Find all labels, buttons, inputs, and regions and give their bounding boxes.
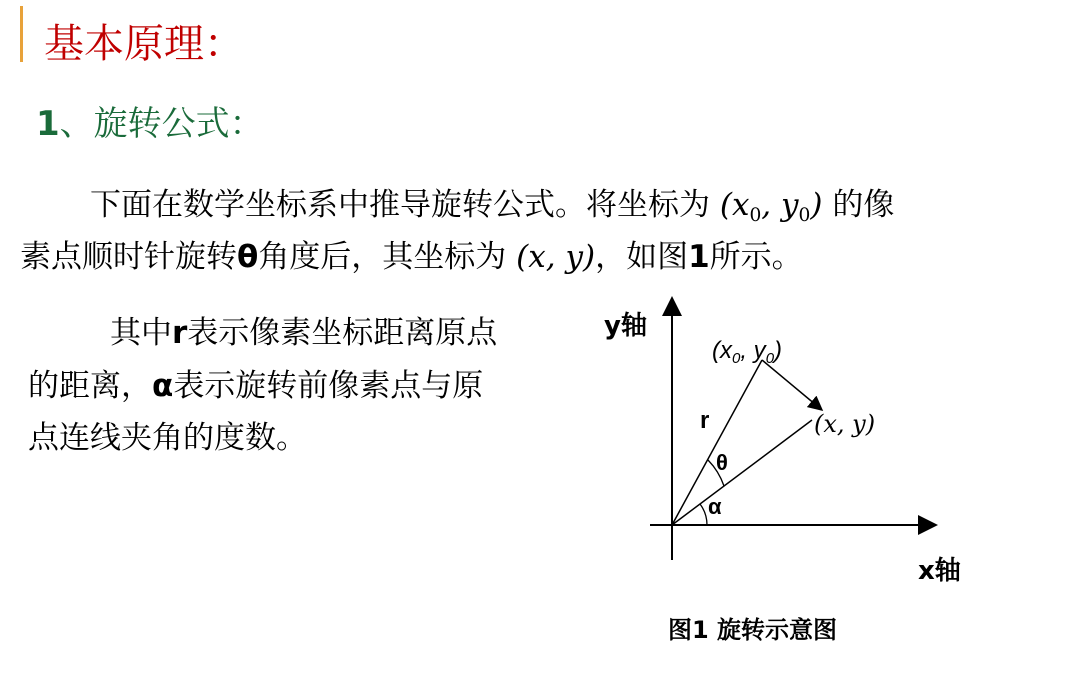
- figure-caption: 图1 旋转示意图: [668, 616, 838, 644]
- rotation-arrow: [762, 360, 822, 410]
- section-heading-text: 、旋转公式：: [59, 104, 264, 144]
- figure-number: 1: [688, 239, 710, 275]
- paragraph2-line1: 其中r表示像素坐标距离原点: [110, 315, 498, 351]
- p1-line1-text: 下面在数学坐标系中推导旋转公式。将坐标为: [90, 187, 710, 223]
- p1-line1-tail: 的像: [822, 187, 895, 223]
- r-label: r: [700, 407, 710, 434]
- p1-rotated-point: (x, y): [516, 239, 596, 275]
- paragraph2-line2: 的距离，α表示旋转前像素点与原: [28, 368, 484, 404]
- y-axis-label: y轴: [604, 311, 647, 341]
- theta-label: θ: [716, 450, 728, 475]
- section-number: 1: [36, 104, 60, 144]
- point-before-label: ($x_0$, $y_0$): [712, 337, 783, 367]
- alpha-label: α: [708, 494, 722, 519]
- page-title: 基本原理：: [44, 21, 244, 67]
- p1-line2-end: 所示。: [709, 239, 803, 275]
- point-after-label: (x, y): [814, 410, 876, 438]
- theta-symbol: θ: [237, 239, 259, 275]
- vector-after: [672, 420, 812, 525]
- p1-line2-text2: 角度后，其坐标为: [258, 239, 517, 275]
- rotation-diagram: [600, 290, 980, 580]
- x-axis-label: x轴: [918, 556, 961, 586]
- paragraph1-line2: [20, 231, 803, 283]
- accent-bar: [20, 6, 23, 62]
- alpha-symbol: α: [152, 368, 174, 404]
- p1-original-point: ($x_0$, $y_0$): [719, 187, 823, 226]
- paragraph2-line3: 点连线夹角的度数。: [28, 420, 307, 456]
- r-symbol: r: [172, 315, 188, 351]
- p1-line2-tail: ，如图: [595, 239, 689, 275]
- alpha-arc: [700, 504, 707, 525]
- section-heading: [36, 96, 264, 145]
- p1-line2-text: 素点顺时针旋转: [20, 239, 237, 275]
